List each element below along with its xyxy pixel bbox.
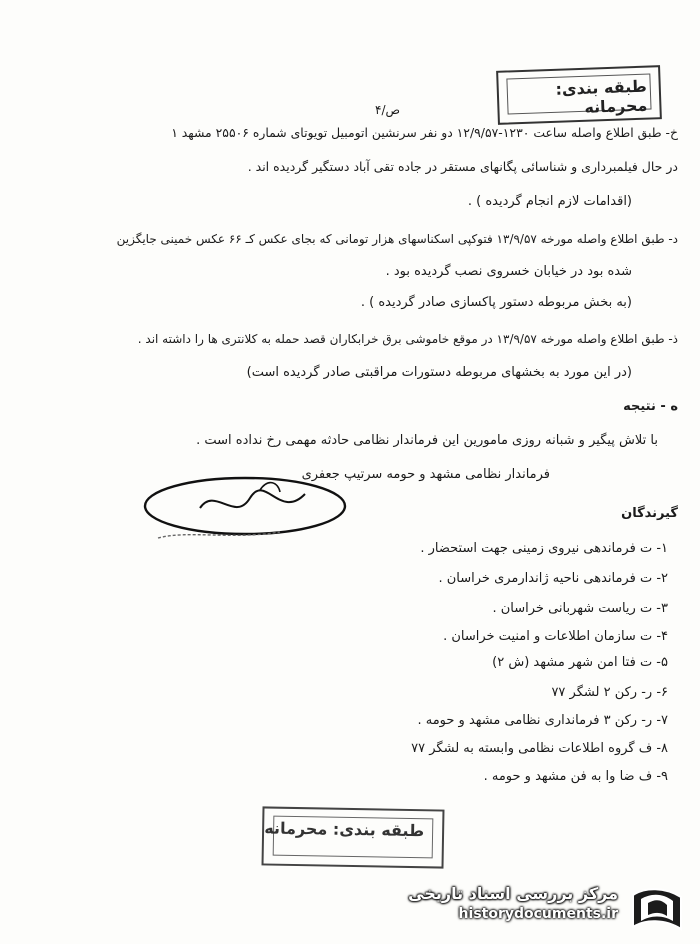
paragraph-z-note: (در این مورد به بخشهای مربوطه دستورات مراقبتی صادر گردیده است) xyxy=(246,365,632,380)
recipient-item: ۱- ت فرماندهی نیروی زمینی جهت استحضار . xyxy=(420,541,668,556)
recipient-item: ۶- ر- رکن ۲ لشگر ۷۷ xyxy=(551,685,668,700)
result-heading: ه - نتیجه xyxy=(623,399,678,414)
watermark-url: historydocuments.ir xyxy=(458,906,618,922)
recipient-item: ۷- ر- رکن ۳ فرمانداری نظامی مشهد و حومه . xyxy=(417,713,668,728)
classification-stamp-top xyxy=(496,65,662,125)
classification-stamp-bottom xyxy=(261,806,444,868)
paragraph-kh-line-2: در حال فیلمبرداری و شناسائی پگانهای مستقر در جاده تقی آباد دستگیر گردیده اند . xyxy=(247,159,678,174)
recipients-heading: گیرندگان xyxy=(621,506,678,521)
stamp-top-text: طبقه بندی: محرمانه xyxy=(555,76,648,117)
recipient-item: ۹- ف ضا وا به فن مشهد و حومه . xyxy=(483,769,668,784)
signature-line: فرماندار نظامی مشهد و حومه سرتیپ جعفری xyxy=(301,467,550,482)
recipient-item: ۴- ت سازمان اطلاعات و امنیت خراسان . xyxy=(443,629,668,644)
watermark-title: مرکز بررسی اسناد تاریخی xyxy=(408,884,618,903)
recipient-item: ۲- ت فرماندهی ناحیه ژاندارمری خراسان . xyxy=(438,571,668,586)
paragraph-d-line-1: د- طبق اطلاع واصله مورخه ۱۳/۹/۵۷ فتوکپی اسکناسهای هزار تومانی که بجای عکس کـ ۶۶ عکس خمینی جایگزین xyxy=(116,232,678,246)
paragraph-d-line-2: شده بود در خیابان خسروی نصب گردیده بود . xyxy=(385,264,632,279)
archive-logo-icon xyxy=(623,883,689,935)
paragraph-kh-note: (اقدامات لازم انجام گردیده ) . xyxy=(467,194,632,209)
stamp-bottom-text: طبقه بندی: محرمانه xyxy=(264,818,425,841)
page-number: ص/۴ xyxy=(374,103,400,117)
signature-oval-mark xyxy=(140,468,370,548)
result-text: با تلاش پیگیر و شبانه روزی مامورین این فرماندار نظامی حادثه مهمی رخ نداده است . xyxy=(196,433,658,448)
recipient-item: ۳- ت ریاست شهربانی خراسان . xyxy=(492,601,668,616)
paragraph-z-line-1: ذ- طبق اطلاع واصله مورخه ۱۳/۹/۵۷ در موقع خاموشی برق خرابکاران قصد حمله به کلانتری ها را داشته اند . xyxy=(137,332,678,346)
paragraph-d-note: (به بخش مربوطه دستور پاکسازی صادر گردیده ) . xyxy=(360,295,632,310)
paragraph-kh-line-1: خ- طبق اطلاع واصله ساعت ۱۲۳۰-۱۲/۹/۵۷ دو نفر سرنشین اتومبیل تویوتای شماره ۲۵۵۰۶ مشهد ۱ xyxy=(171,125,678,140)
recipient-item: ۸- ف گروه اطلاعات نظامی وابسته به لشگر ۷۷ xyxy=(411,741,668,756)
recipient-item: ۵- ت فتا امن شهر مشهد (ش ۲) xyxy=(492,655,668,670)
